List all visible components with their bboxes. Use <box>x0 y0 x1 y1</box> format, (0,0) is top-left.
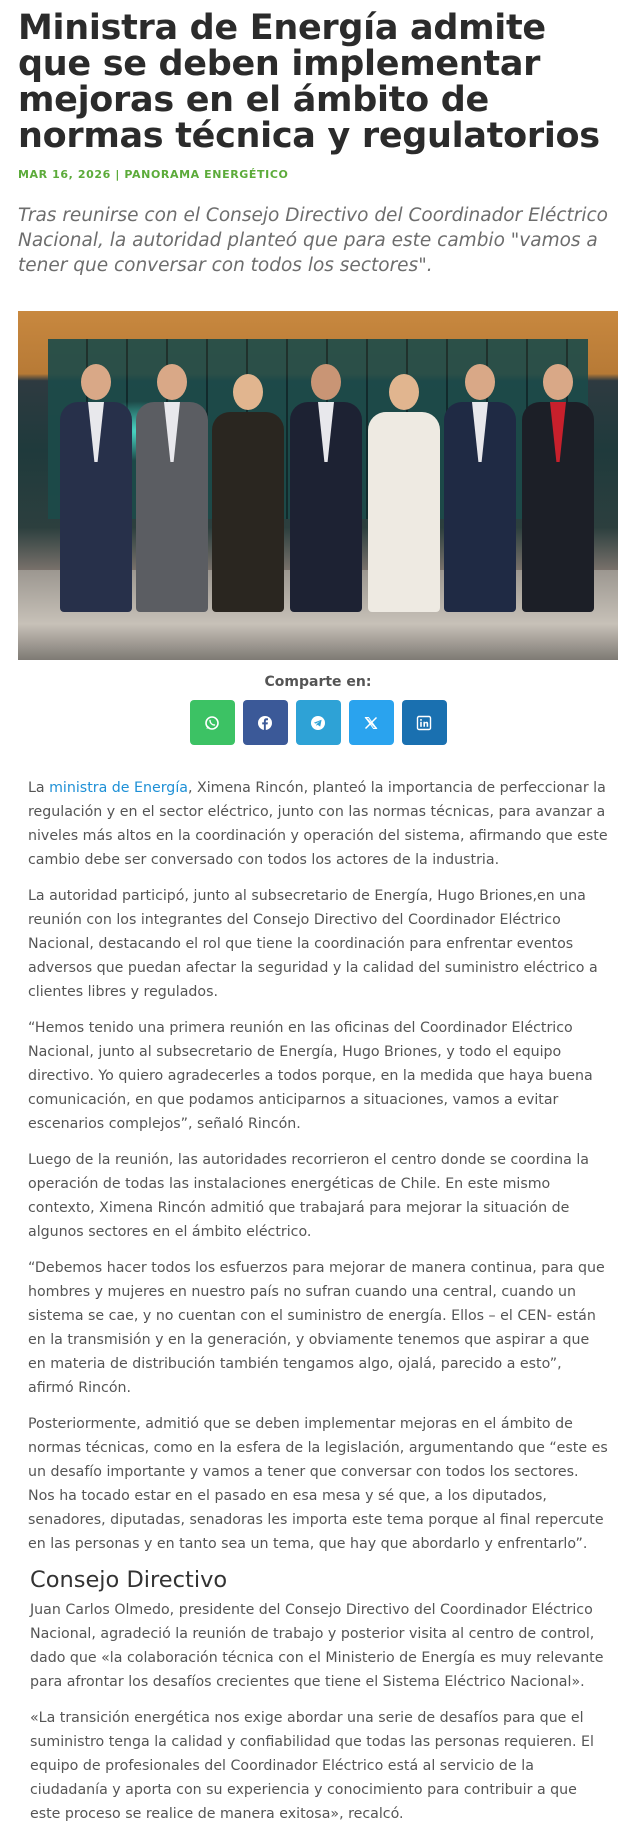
share-whatsapp-button[interactable] <box>190 700 235 745</box>
person-figure <box>444 364 516 612</box>
article-photo <box>18 311 618 660</box>
person-figure <box>212 374 284 612</box>
article-page <box>0 10 636 1826</box>
article-date: MAR 16, 2026 <box>18 168 111 181</box>
person-figure <box>368 374 440 612</box>
paragraph-text: , Ximena Rincón, planteó la importancia de perfeccionar la regulación y en el sector eléctrico, junto con las normas técnicas, para avanzar a niveles más altos en la coordinación y operación del sistema, afirmando que este cambio debe ser conversado con todos los actores de la industria. <box>28 780 608 868</box>
whatsapp-icon <box>204 715 220 731</box>
body-paragraph: La autoridad participó, junto al subsecretario de Energía, Hugo Briones,en una reunión con los integrantes del Consejo Directivo del Coordinador Eléctrico Nacional, destacando el rol que tiene la coordinación para enfrentar eventos adversos que puedan afectar la seguridad y la calidad del suministro eléctrico a clientes libres y regulados. <box>28 888 598 1000</box>
article-category[interactable]: PANORAMA ENERGÉTICO <box>124 168 289 181</box>
share-facebook-button[interactable] <box>243 700 288 745</box>
person-figure <box>136 364 208 612</box>
person-figure <box>290 364 362 612</box>
article-title: Ministra de Energía admite que se deben implementar mejoras en el ámbito de normas técnica y regulatorios <box>18 8 600 156</box>
share-buttons <box>18 700 618 745</box>
linkedin-icon <box>416 715 432 731</box>
section-paragraph: Juan Carlos Olmedo, presidente del Consejo Directivo del Coordinador Eléctrico Nacional, agradeció la reunión de trabajo y posterior visita al centro de control, dado que «la colaboración técnica con el Ministerio de Energía es muy relevante para afrontar los desafíos crecientes que tiene el Sistema Eléctrico Nacional». <box>30 1602 604 1690</box>
body-paragraph: “Debemos hacer todos los esfuerzos para mejorar de manera continua, para que hombres y mujeres en nuestro país no sufran cuando una central, cuando un sistema se cae, y no cuentan con el suministro de energía. Ellos – el CEN- están en la transmisión y en la generación, y obviamente tenemos que aspirar a que en materia de distribución también tengamos algo, ojalá, parecido a esto”, afirmó Rincón. <box>28 1260 605 1396</box>
telegram-icon <box>310 715 326 731</box>
share-x-button[interactable] <box>349 700 394 745</box>
article-body <box>18 776 618 1826</box>
share-telegram-button[interactable] <box>296 700 341 745</box>
section-paragraph: «La transición energética nos exige abordar una serie de desafíos para que el suministro tenga la calidad y confiabilidad que todas las personas requieren. El equipo de profesionales del Coordinador Eléctrico está al servicio de la ciudadanía y aporta con su experiencia y conocimiento para contribuir a que este proceso se realice de manera exitosa», recalcó. <box>30 1710 594 1822</box>
section-body <box>28 1598 608 1826</box>
ministry-link[interactable]: ministra de Energía <box>49 780 188 796</box>
body-paragraph <box>28 776 608 872</box>
body-paragraph: Posteriormente, admitió que se deben implementar mejoras en el ámbito de normas técnicas, como en la esfera de la legislación, argumentando que “este es un desafío importante y vamos a tener que conversar con todos los sectores. Nos ha tocado estar en el pasado en esa mesa y sé que, a los diputados, senadores, diputadas, senadoras les importa este tema porque al final repercute en las personas y en tanto sea un tema, que hay que abordarlo y enfrentarlo”. <box>28 1416 608 1552</box>
paragraph-text: La <box>28 780 50 796</box>
share-label: Comparte en: <box>264 674 372 690</box>
article-meta <box>18 168 618 181</box>
body-paragraph: “Hemos tenido una primera reunión en las oficinas del Coordinador Eléctrico Nacional, junto al subsecretario de Energía, Hugo Briones, y todo el equipo directivo. Yo quiero agradecerles a todos porque, en la medida que haya buena comunicación, en que podamos anticiparnos a situaciones, vamos a evitar escenarios complejos”, señaló Rincón. <box>28 1020 593 1132</box>
article-subtitle: Tras reunirse con el Consejo Directivo del Coordinador Eléctrico Nacional, la autoridad planteó que para este cambio "vamos a tener que conversar con todos los sectores". <box>18 205 608 276</box>
person-figure <box>522 364 594 612</box>
section-title: Consejo Directivo <box>30 1567 228 1593</box>
facebook-icon <box>257 715 273 731</box>
body-paragraph: Luego de la reunión, las autoridades recorrieron el centro donde se coordina la operación de todas las instalaciones energéticas de Chile. En este mismo contexto, Ximena Rincón admitió que trabajará para mejorar la situación de algunos sectores en el ámbito eléctrico. <box>28 1152 589 1240</box>
share-linkedin-button[interactable] <box>402 700 447 745</box>
x-icon <box>363 715 379 731</box>
meta-separator: | <box>110 168 125 181</box>
person-figure <box>60 364 132 612</box>
